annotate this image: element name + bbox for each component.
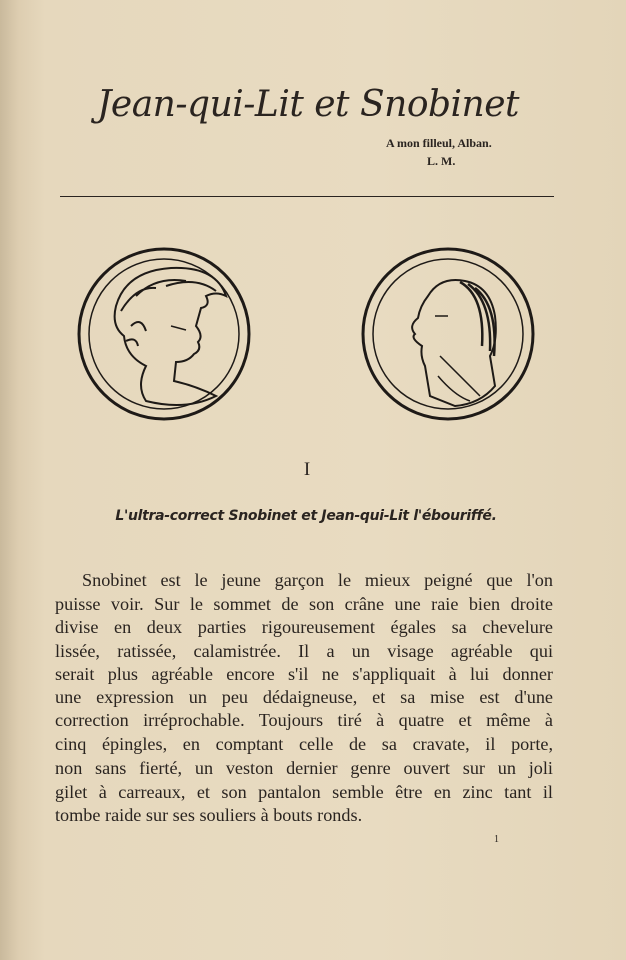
chapter-numeral: I	[303, 459, 311, 480]
illustration-caption: L'ultra-correct Snobinet et Jean-qui-Lit l'ébouriffé.	[115, 508, 497, 524]
horizontal-rule	[60, 196, 554, 197]
paragraph-line: tombe raide sur ses souliers à bouts ronds.	[55, 805, 363, 825]
paragraph-line: serait plus agréable encore s'il ne s'appliquait à lui donner	[55, 664, 553, 684]
paragraph-line: cinq épingles, en comptant celle de sa cravate, il porte,	[55, 734, 553, 754]
medallion-snobinet-illustration	[360, 246, 538, 422]
paragraph-line: divise en deux parties rigoureusement égales sa chevelure	[55, 617, 553, 637]
author-initials: L. M.	[427, 154, 456, 168]
title-text: Jean-qui-Lit et Snobinet	[96, 84, 520, 125]
medallion-jean-qui-lit-illustration	[76, 246, 254, 422]
page-number: 1	[494, 834, 499, 845]
paragraph-line: lissée, ratissée, calamistrée. Il a un visage agréable qui	[55, 641, 553, 661]
paragraph-line: puisse voir. Sur le sommet de son crâne une raie bien droite	[55, 594, 553, 614]
page-title	[0, 84, 626, 125]
paragraph-line: gilet à carreaux, et son pantalon semble être en zinc tant il	[55, 782, 553, 802]
paragraph-line: non sans fierté, un veston dernier genre ouvert sur un joli	[55, 758, 553, 778]
paragraph-line: Snobinet est le jeune garçon le mieux peigné que l'on	[82, 570, 553, 590]
paragraph-line: une expression un peu dédaigneuse, et sa mise est d'une	[55, 687, 553, 707]
dedication: A mon filleul, Alban.	[386, 136, 492, 150]
paragraph-line: correction irréprochable. Toujours tiré à quatre et même à	[55, 710, 553, 730]
